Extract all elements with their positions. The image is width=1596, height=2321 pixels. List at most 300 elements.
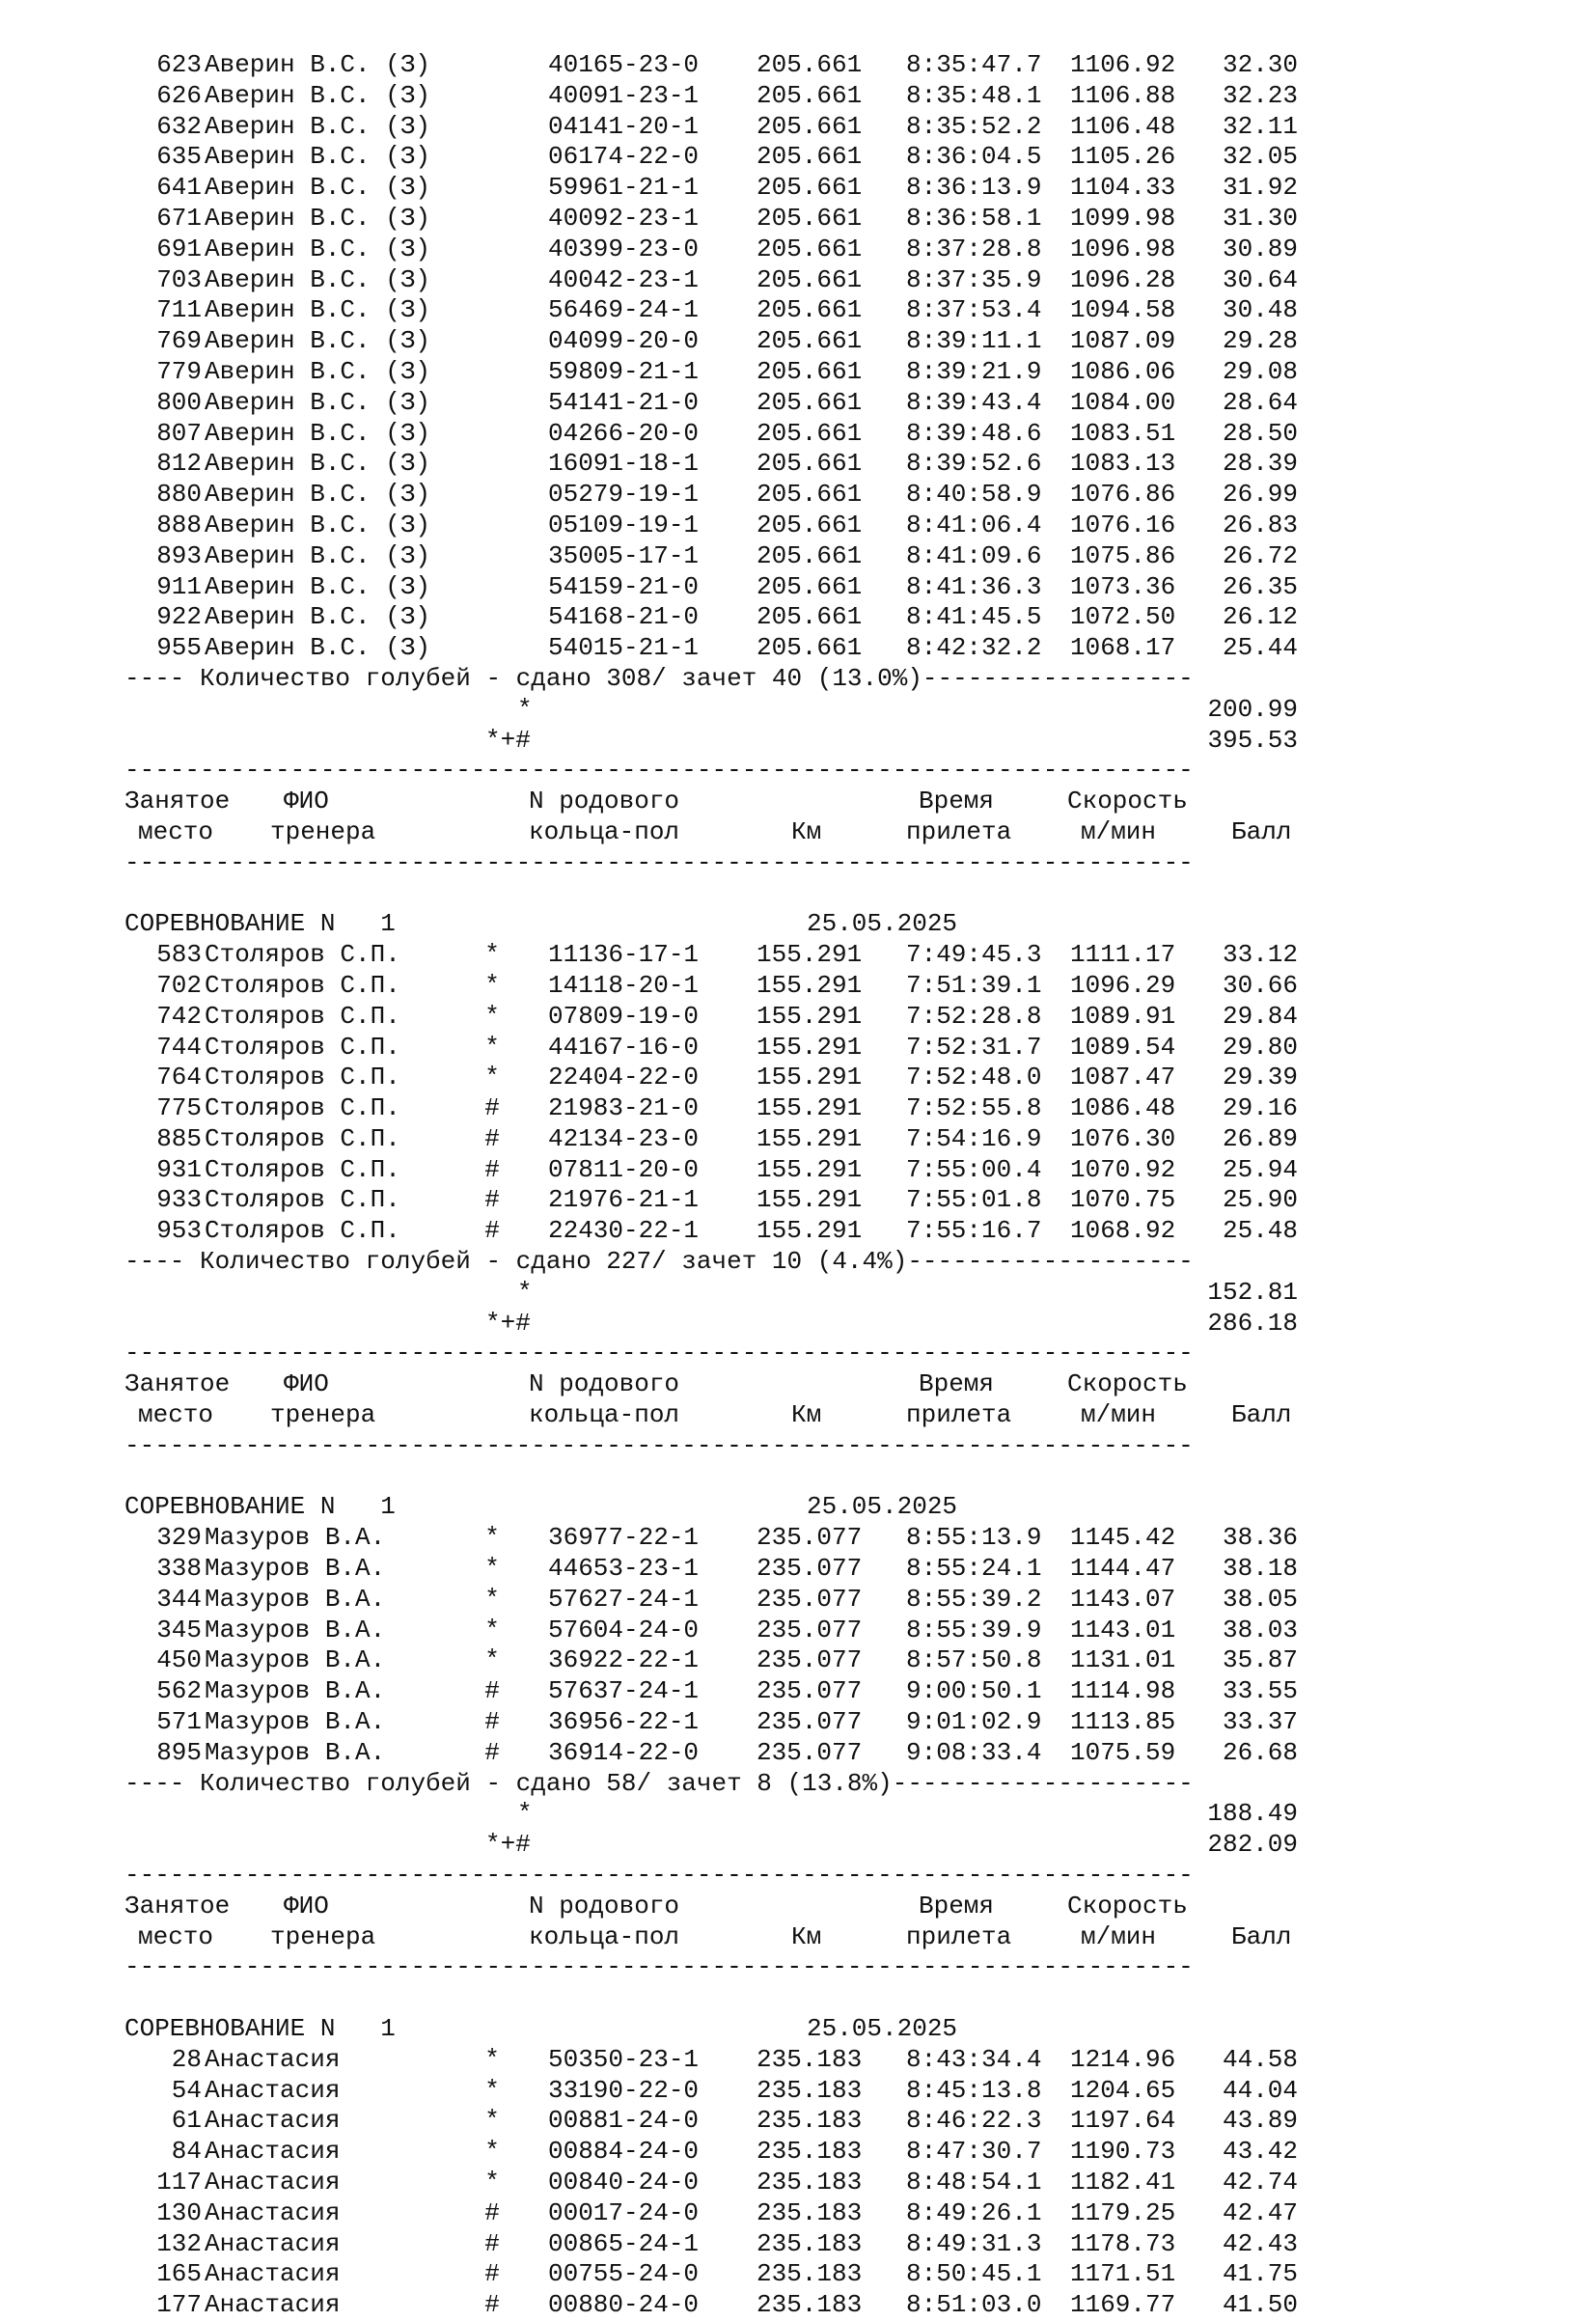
arrival-time-cell: 8:55:24.1 xyxy=(906,1554,1042,1584)
ring-cell: 57604-24-0 xyxy=(548,1615,700,1644)
points-cell: 26.83 xyxy=(1222,510,1298,539)
distance-cell: 235.077 xyxy=(757,1645,863,1675)
table-row xyxy=(0,449,1596,480)
header-speed: Скорость xyxy=(1067,1891,1188,1920)
rule-line xyxy=(0,848,1596,879)
sum-all-value: 286.18 xyxy=(1207,1308,1298,1338)
distance-cell: 155.291 xyxy=(757,1123,863,1153)
mark-cell: # xyxy=(484,1154,500,1184)
column-header-row-2 xyxy=(0,817,1596,848)
distance-cell: 205.661 xyxy=(757,633,863,663)
arrival-time-cell: 8:41:09.6 xyxy=(906,540,1042,570)
rule-text: ----------------------------------------------------------------------- xyxy=(124,1339,1194,1368)
arrival-time-cell: 8:49:31.3 xyxy=(906,2228,1042,2258)
sum-star-value: 188.49 xyxy=(1207,1799,1298,1829)
header-fio: ФИО xyxy=(284,1891,329,1920)
speed-cell: 1204.65 xyxy=(1070,2075,1176,2105)
competition-date: 25.05.2025 xyxy=(807,909,958,939)
header-km: Км xyxy=(791,1400,822,1430)
place-cell: 812 xyxy=(156,449,202,479)
speed-cell: 1068.17 xyxy=(1070,633,1176,663)
mark-cell: * xyxy=(484,1615,500,1644)
trainer-cell: Анастасия xyxy=(205,2106,341,2136)
ring-cell: 00881-24-0 xyxy=(548,2106,700,2136)
place-cell: 764 xyxy=(156,1063,202,1092)
points-cell: 33.37 xyxy=(1222,1707,1298,1737)
header-ball: Балл xyxy=(1231,1400,1292,1430)
points-cell: 28.64 xyxy=(1222,387,1298,417)
table-row xyxy=(0,357,1596,388)
column-header-row-1 xyxy=(0,1369,1596,1400)
speed-cell: 1076.86 xyxy=(1070,480,1176,510)
distance-cell: 235.183 xyxy=(757,2197,863,2227)
trainer-cell: Аверин В.С. (З) xyxy=(205,449,431,479)
trainer-cell: Анастасия xyxy=(205,2075,341,2105)
distance-cell: 235.183 xyxy=(757,2259,863,2289)
arrival-time-cell: 8:36:13.9 xyxy=(906,173,1042,203)
table-row xyxy=(0,81,1596,112)
mark-cell: * xyxy=(484,2075,500,2105)
mark-cell: * xyxy=(484,2044,500,2074)
trainer-cell: Анастасия xyxy=(205,2197,341,2227)
table-row xyxy=(0,1554,1596,1585)
speed-cell: 1171.51 xyxy=(1070,2259,1176,2289)
mark-cell: # xyxy=(484,1737,500,1767)
trainer-cell: Аверин В.С. (З) xyxy=(205,571,431,601)
ring-cell: 04141-20-1 xyxy=(548,111,700,141)
sum-star-label: * xyxy=(517,1799,533,1829)
ring-cell: 06174-22-0 xyxy=(548,142,700,172)
sum-star-label: * xyxy=(517,1277,533,1307)
trainer-cell: Анастасия xyxy=(205,2137,341,2167)
distance-cell: 205.661 xyxy=(757,50,863,79)
sum-star-value: 152.81 xyxy=(1207,1277,1298,1307)
speed-cell: 1070.75 xyxy=(1070,1185,1176,1215)
place-cell: 28 xyxy=(171,2044,202,2074)
speed-cell: 1143.01 xyxy=(1070,1615,1176,1644)
mark-cell: * xyxy=(484,1523,500,1553)
speed-cell: 1169.77 xyxy=(1070,2290,1176,2320)
table-row xyxy=(0,1738,1596,1769)
trainer-cell: Мазуров В.А. xyxy=(205,1554,386,1584)
table-row xyxy=(0,971,1596,1002)
table-row xyxy=(0,419,1596,450)
speed-cell: 1106.48 xyxy=(1070,111,1176,141)
ring-cell: 00884-24-0 xyxy=(548,2137,700,2167)
ring-cell: 40091-23-1 xyxy=(548,80,700,110)
place-cell: 671 xyxy=(156,203,202,233)
competition-title: СОРЕВНОВАНИЕ N 1 xyxy=(124,1492,396,1522)
speed-cell: 1075.86 xyxy=(1070,540,1176,570)
table-row xyxy=(0,2106,1596,2137)
arrival-time-cell: 9:08:33.4 xyxy=(906,1737,1042,1767)
points-cell: 25.44 xyxy=(1222,633,1298,663)
speed-cell: 1131.01 xyxy=(1070,1645,1176,1675)
table-row xyxy=(0,633,1596,664)
speed-cell: 1178.73 xyxy=(1070,2228,1176,2258)
mark-cell: * xyxy=(484,1645,500,1675)
table-row xyxy=(0,2168,1596,2198)
speed-cell: 1145.42 xyxy=(1070,1523,1176,1553)
speed-cell: 1086.48 xyxy=(1070,1093,1176,1123)
trainer-cell: Аверин В.С. (З) xyxy=(205,80,431,110)
trainer-cell: Столяров С.П. xyxy=(205,970,400,1000)
column-header-row-2 xyxy=(0,1400,1596,1431)
column-header-row-1 xyxy=(0,787,1596,817)
arrival-time-cell: 7:49:45.3 xyxy=(906,940,1042,970)
speed-cell: 1105.26 xyxy=(1070,142,1176,172)
results-document xyxy=(0,50,1596,2321)
place-cell: 177 xyxy=(156,2290,202,2320)
header-time-2: прилета xyxy=(906,816,1012,846)
speed-cell: 1076.16 xyxy=(1070,510,1176,539)
header-speed: Скорость xyxy=(1067,1369,1188,1399)
mark-cell: * xyxy=(484,2137,500,2167)
points-cell: 43.42 xyxy=(1222,2137,1298,2167)
table-row xyxy=(0,1033,1596,1064)
trainer-cell: Аверин В.С. (З) xyxy=(205,142,431,172)
speed-cell: 1084.00 xyxy=(1070,387,1176,417)
place-cell: 329 xyxy=(156,1523,202,1553)
speed-cell: 1076.30 xyxy=(1070,1123,1176,1153)
distance-cell: 235.077 xyxy=(757,1615,863,1644)
distance-cell: 155.291 xyxy=(757,1093,863,1123)
points-cell: 26.72 xyxy=(1222,540,1298,570)
speed-cell: 1072.50 xyxy=(1070,602,1176,632)
mark-cell: # xyxy=(484,1216,500,1246)
trainer-cell: Аверин В.С. (З) xyxy=(205,234,431,263)
arrival-time-cell: 8:35:52.2 xyxy=(906,111,1042,141)
ring-cell: 16091-18-1 xyxy=(548,449,700,479)
place-cell: 955 xyxy=(156,633,202,663)
column-header-row-2 xyxy=(0,1922,1596,1953)
distance-cell: 235.183 xyxy=(757,2290,863,2320)
arrival-time-cell: 7:54:16.9 xyxy=(906,1123,1042,1153)
place-cell: 691 xyxy=(156,234,202,263)
header-place-2: место xyxy=(138,1400,214,1430)
header-fio: ФИО xyxy=(284,787,329,816)
distance-cell: 235.077 xyxy=(757,1707,863,1737)
points-cell: 42.47 xyxy=(1222,2197,1298,2227)
table-row xyxy=(0,1093,1596,1124)
ring-cell: 00865-24-1 xyxy=(548,2228,700,2258)
ring-cell: 33190-22-0 xyxy=(548,2075,700,2105)
distance-cell: 235.183 xyxy=(757,2075,863,2105)
arrival-time-cell: 8:35:47.7 xyxy=(906,50,1042,79)
points-cell: 25.94 xyxy=(1222,1154,1298,1184)
place-cell: 885 xyxy=(156,1123,202,1153)
trainer-cell: Мазуров В.А. xyxy=(205,1584,386,1614)
place-cell: 450 xyxy=(156,1645,202,1675)
rule-text: ----------------------------------------------------------------------- xyxy=(124,1952,1194,1982)
place-cell: 922 xyxy=(156,602,202,632)
speed-cell: 1114.98 xyxy=(1070,1676,1176,1706)
table-row xyxy=(0,235,1596,265)
speed-cell: 1144.47 xyxy=(1070,1554,1176,1584)
arrival-time-cell: 7:55:00.4 xyxy=(906,1154,1042,1184)
speed-cell: 1106.92 xyxy=(1070,50,1176,79)
mark-cell: * xyxy=(484,940,500,970)
sum-star-line xyxy=(0,1278,1596,1309)
header-ring: N родового xyxy=(529,787,680,816)
distance-cell: 205.661 xyxy=(757,480,863,510)
distance-cell: 205.661 xyxy=(757,387,863,417)
arrival-time-cell: 8:51:03.0 xyxy=(906,2290,1042,2320)
table-row xyxy=(0,2076,1596,2107)
ring-cell: 07811-20-0 xyxy=(548,1154,700,1184)
distance-cell: 155.291 xyxy=(757,1001,863,1031)
points-cell: 32.11 xyxy=(1222,111,1298,141)
place-cell: 702 xyxy=(156,970,202,1000)
arrival-time-cell: 8:39:43.4 xyxy=(906,387,1042,417)
header-speed-2: м/мин xyxy=(1081,816,1157,846)
count-summary: ---- Количество голубей - сдано 227/ зачет 10 (4.4%)------------------- xyxy=(124,1247,1194,1277)
distance-cell: 235.183 xyxy=(757,2167,863,2197)
distance-cell: 205.661 xyxy=(757,295,863,325)
table-row xyxy=(0,265,1596,296)
arrival-time-cell: 8:39:21.9 xyxy=(906,356,1042,386)
header-speed-2: м/мин xyxy=(1081,1921,1157,1951)
table-row xyxy=(0,1002,1596,1033)
points-cell: 29.16 xyxy=(1222,1093,1298,1123)
ring-cell: 59809-21-1 xyxy=(548,356,700,386)
table-row xyxy=(0,1155,1596,1186)
speed-cell: 1087.09 xyxy=(1070,326,1176,356)
place-cell: 744 xyxy=(156,1032,202,1062)
place-cell: 562 xyxy=(156,1676,202,1706)
speed-cell: 1106.88 xyxy=(1070,80,1176,110)
sum-all-line xyxy=(0,1309,1596,1340)
ring-cell: 40165-23-0 xyxy=(548,50,700,79)
distance-cell: 205.661 xyxy=(757,418,863,448)
speed-cell: 1182.41 xyxy=(1070,2167,1176,2197)
arrival-time-cell: 7:52:48.0 xyxy=(906,1063,1042,1092)
header-km: Км xyxy=(791,816,822,846)
place-cell: 571 xyxy=(156,1707,202,1737)
place-cell: 742 xyxy=(156,1001,202,1031)
table-row xyxy=(0,1063,1596,1093)
header-place: Занятое xyxy=(124,1891,231,1920)
competition-title: СОРЕВНОВАНИЕ N 1 xyxy=(124,909,396,939)
distance-cell: 155.291 xyxy=(757,1185,863,1215)
ring-cell: 21976-21-1 xyxy=(548,1185,700,1215)
speed-cell: 1197.64 xyxy=(1070,2106,1176,2136)
points-cell: 30.66 xyxy=(1222,970,1298,1000)
arrival-time-cell: 8:48:54.1 xyxy=(906,2167,1042,2197)
distance-cell: 235.077 xyxy=(757,1584,863,1614)
trainer-cell: Столяров С.П. xyxy=(205,1032,400,1062)
arrival-time-cell: 8:55:39.9 xyxy=(906,1615,1042,1644)
points-cell: 28.50 xyxy=(1222,418,1298,448)
rule-line xyxy=(0,1861,1596,1892)
trainer-cell: Анастасия xyxy=(205,2228,341,2258)
trainer-cell: Аверин В.С. (З) xyxy=(205,203,431,233)
table-row xyxy=(0,572,1596,603)
table-row xyxy=(0,1185,1596,1216)
trainer-cell: Мазуров В.А. xyxy=(205,1523,386,1553)
trainer-cell: Аверин В.С. (З) xyxy=(205,387,431,417)
points-cell: 30.64 xyxy=(1222,264,1298,294)
table-row xyxy=(0,112,1596,143)
table-row xyxy=(0,2198,1596,2229)
speed-cell: 1094.58 xyxy=(1070,295,1176,325)
competition-date: 25.05.2025 xyxy=(807,2014,958,2043)
ring-cell: 22404-22-0 xyxy=(548,1063,700,1092)
arrival-time-cell: 8:46:22.3 xyxy=(906,2106,1042,2136)
mark-cell: # xyxy=(484,1185,500,1215)
arrival-time-cell: 9:01:02.9 xyxy=(906,1707,1042,1737)
speed-cell: 1143.07 xyxy=(1070,1584,1176,1614)
trainer-cell: Аверин В.С. (З) xyxy=(205,510,431,539)
table-row xyxy=(0,173,1596,204)
trainer-cell: Столяров С.П. xyxy=(205,1063,400,1092)
competition-date: 25.05.2025 xyxy=(807,1492,958,1522)
place-cell: 132 xyxy=(156,2228,202,2258)
mark-cell: # xyxy=(484,1676,500,1706)
arrival-time-cell: 7:52:28.8 xyxy=(906,1001,1042,1031)
points-cell: 38.03 xyxy=(1222,1615,1298,1644)
arrival-time-cell: 8:39:52.6 xyxy=(906,449,1042,479)
distance-cell: 205.661 xyxy=(757,80,863,110)
header-ball: Балл xyxy=(1231,816,1292,846)
speed-cell: 1179.25 xyxy=(1070,2197,1176,2227)
place-cell: 623 xyxy=(156,50,202,79)
mark-cell: * xyxy=(484,1554,500,1584)
place-cell: 893 xyxy=(156,540,202,570)
distance-cell: 155.291 xyxy=(757,1216,863,1246)
distance-cell: 205.661 xyxy=(757,326,863,356)
table-row xyxy=(0,511,1596,541)
distance-cell: 235.183 xyxy=(757,2106,863,2136)
trainer-cell: Аверин В.С. (З) xyxy=(205,111,431,141)
place-cell: 117 xyxy=(156,2167,202,2197)
table-row xyxy=(0,204,1596,235)
arrival-time-cell: 8:41:45.5 xyxy=(906,602,1042,632)
points-cell: 44.04 xyxy=(1222,2075,1298,2105)
points-cell: 33.12 xyxy=(1222,940,1298,970)
place-cell: 703 xyxy=(156,264,202,294)
header-place: Занятое xyxy=(124,787,231,816)
ring-cell: 40399-23-0 xyxy=(548,234,700,263)
ring-cell: 04099-20-0 xyxy=(548,326,700,356)
ring-cell: 35005-17-1 xyxy=(548,540,700,570)
distance-cell: 235.183 xyxy=(757,2044,863,2074)
place-cell: 84 xyxy=(171,2137,202,2167)
trainer-cell: Мазуров В.А. xyxy=(205,1645,386,1675)
points-cell: 29.39 xyxy=(1222,1063,1298,1092)
trainer-cell: Столяров С.П. xyxy=(205,1154,400,1184)
points-cell: 31.92 xyxy=(1222,173,1298,203)
ring-cell: 04266-20-0 xyxy=(548,418,700,448)
distance-cell: 205.661 xyxy=(757,111,863,141)
distance-cell: 155.291 xyxy=(757,1063,863,1092)
header-time-2: прилета xyxy=(906,1400,1012,1430)
trainer-cell: Мазуров В.А. xyxy=(205,1676,386,1706)
place-cell: 895 xyxy=(156,1737,202,1767)
arrival-time-cell: 8:43:34.4 xyxy=(906,2044,1042,2074)
rule-text: ----------------------------------------------------------------------- xyxy=(124,756,1194,786)
sum-star-line xyxy=(0,695,1596,726)
arrival-time-cell: 8:49:26.1 xyxy=(906,2197,1042,2227)
points-cell: 42.43 xyxy=(1222,2228,1298,2258)
rule-text: ----------------------------------------------------------------------- xyxy=(124,1430,1194,1460)
speed-cell: 1104.33 xyxy=(1070,173,1176,203)
header-speed-2: м/мин xyxy=(1081,1400,1157,1430)
ring-cell: 54015-21-1 xyxy=(548,633,700,663)
trainer-cell: Анастасия xyxy=(205,2290,341,2320)
rule-line xyxy=(0,756,1596,787)
arrival-time-cell: 8:55:13.9 xyxy=(906,1523,1042,1553)
distance-cell: 155.291 xyxy=(757,1154,863,1184)
arrival-time-cell: 8:39:48.6 xyxy=(906,418,1042,448)
points-cell: 28.39 xyxy=(1222,449,1298,479)
arrival-time-cell: 7:51:39.1 xyxy=(906,970,1042,1000)
place-cell: 635 xyxy=(156,142,202,172)
speed-cell: 1096.98 xyxy=(1070,234,1176,263)
points-cell: 26.35 xyxy=(1222,571,1298,601)
ring-cell: 36956-22-1 xyxy=(548,1707,700,1737)
distance-cell: 205.661 xyxy=(757,540,863,570)
table-row xyxy=(0,2259,1596,2290)
trainer-cell: Аверин В.С. (З) xyxy=(205,173,431,203)
header-time: Время xyxy=(919,787,995,816)
points-cell: 32.23 xyxy=(1222,80,1298,110)
header-fio: ФИО xyxy=(284,1369,329,1399)
speed-cell: 1073.36 xyxy=(1070,571,1176,601)
points-cell: 26.89 xyxy=(1222,1123,1298,1153)
place-cell: 775 xyxy=(156,1093,202,1123)
points-cell: 32.05 xyxy=(1222,142,1298,172)
ring-cell: 40042-23-1 xyxy=(548,264,700,294)
distance-cell: 205.661 xyxy=(757,234,863,263)
competition-line xyxy=(0,1492,1596,1523)
speed-cell: 1083.13 xyxy=(1070,449,1176,479)
ring-cell: 42134-23-0 xyxy=(548,1123,700,1153)
arrival-time-cell: 8:55:39.2 xyxy=(906,1584,1042,1614)
trainer-cell: Аверин В.С. (З) xyxy=(205,602,431,632)
points-cell: 32.30 xyxy=(1222,50,1298,79)
arrival-time-cell: 9:00:50.1 xyxy=(906,1676,1042,1706)
table-row xyxy=(0,2137,1596,2168)
points-cell: 41.75 xyxy=(1222,2259,1298,2289)
place-cell: 130 xyxy=(156,2197,202,2227)
rule-line xyxy=(0,1952,1596,1983)
points-cell: 30.89 xyxy=(1222,234,1298,263)
ring-cell: 50350-23-1 xyxy=(548,2044,700,2074)
trainer-cell: Столяров С.П. xyxy=(205,1216,400,1246)
count-summary-line xyxy=(0,664,1596,695)
mark-cell: * xyxy=(484,1001,500,1031)
competition-line xyxy=(0,2014,1596,2045)
place-cell: 345 xyxy=(156,1615,202,1644)
speed-cell: 1089.54 xyxy=(1070,1032,1176,1062)
sum-all-line xyxy=(0,726,1596,757)
place-cell: 711 xyxy=(156,295,202,325)
blank-line xyxy=(0,879,1596,910)
speed-cell: 1068.92 xyxy=(1070,1216,1176,1246)
sum-star-value: 200.99 xyxy=(1207,694,1298,724)
points-cell: 42.74 xyxy=(1222,2167,1298,2197)
header-fio-2: тренера xyxy=(270,1921,376,1951)
header-km: Км xyxy=(791,1921,822,1951)
trainer-cell: Мазуров В.А. xyxy=(205,1707,386,1737)
ring-cell: 59961-21-1 xyxy=(548,173,700,203)
table-row xyxy=(0,1676,1596,1707)
place-cell: 880 xyxy=(156,480,202,510)
points-cell: 26.68 xyxy=(1222,1737,1298,1767)
mark-cell: * xyxy=(484,1584,500,1614)
ring-cell: 21983-21-0 xyxy=(548,1093,700,1123)
